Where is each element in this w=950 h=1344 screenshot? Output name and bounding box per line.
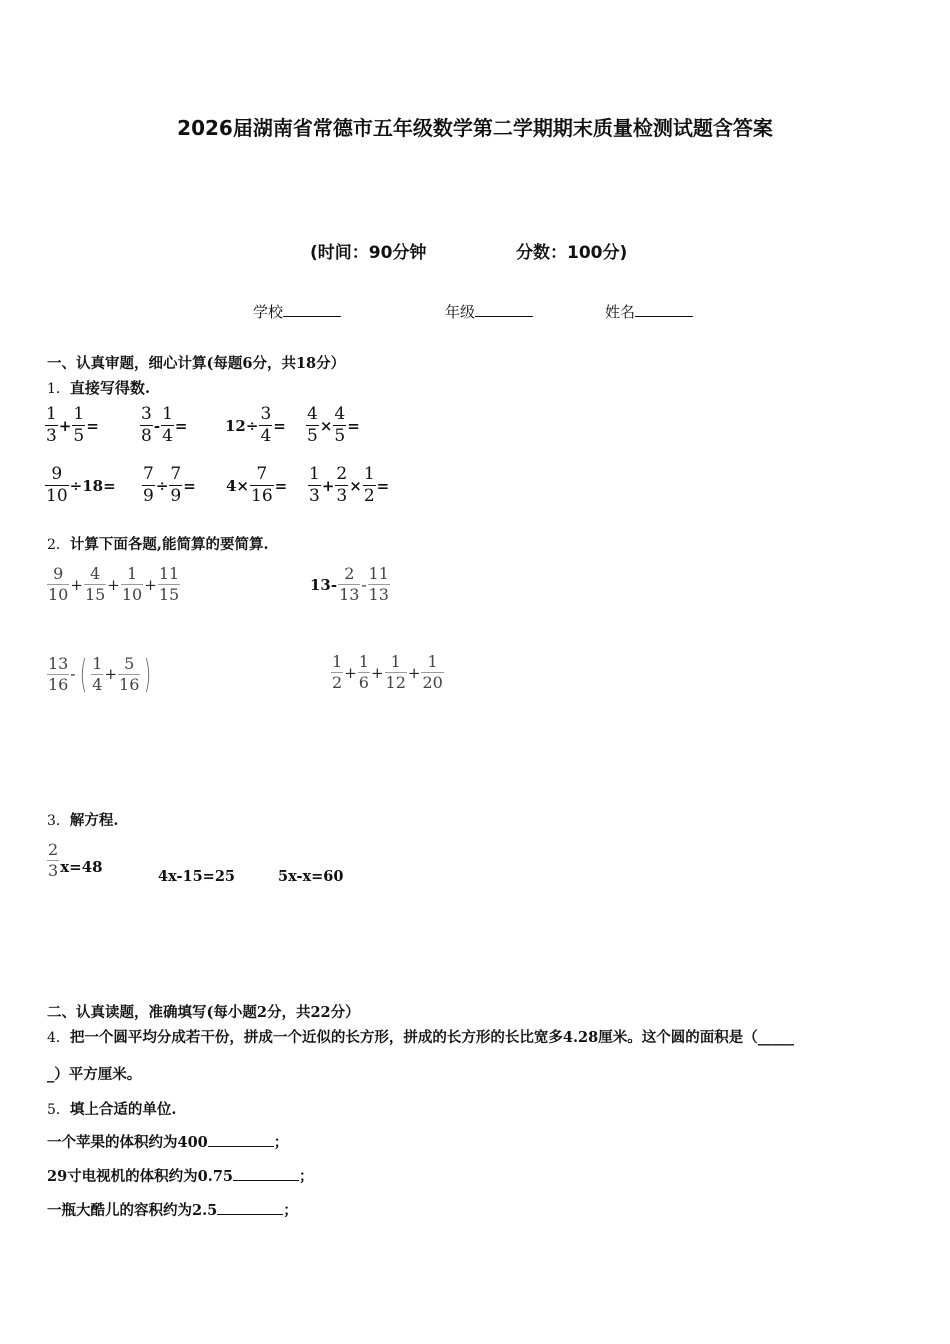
fraction: $\frac{11}{15}$ [158,564,180,604]
fraction: $\frac{9}{10}$ [48,564,69,604]
q3-eq-1: $\frac{2}{3}$ x=48 [48,840,103,880]
q1-item-5: $\frac{9}{10}$ ÷18= [46,464,116,506]
q3-header [47,809,118,830]
name-blank[interactable] [635,302,693,317]
q4-text-a: 把一个圆平均分成若干份，拼成一个近似的长方形，拼成的长方形的长比宽多4.28厘米。这个圆的面积是（ [69,1029,758,1046]
fraction: $\frac{4}{5}$ [334,404,346,446]
q3-eq-2: 4x-15=25 [158,868,236,885]
section1-heading: 一、认真审题，细心计算(每题6分，共18分） [47,355,346,372]
school-field [253,301,341,322]
q3-eq-3: 5x-x=60 [278,868,344,885]
q5-line-3: 一瓶大酷儿的容积约为2.5 ； [47,1202,298,1219]
fraction: $\frac{4}{5}$ [307,404,318,446]
fraction: $\frac{1}{12}$ [385,652,406,692]
page-title: 2026届湖南省常德市五年级数学第二学期期末质量检测试题含答案 [177,116,773,140]
fraction: $\frac{7}{16}$ [251,464,273,506]
q1-item-2: $\frac{3}{8}$ - $\frac{1}{4}$ = [141,404,188,446]
q1-item-1: $\frac{1}{3}$ + $\frac{1}{5}$ = [46,404,99,446]
q5-line-2: 29寸电视机的体积约为0.75 ； [47,1168,314,1185]
fraction: $\frac{7}{9}$ [143,464,154,506]
q5-blank-1[interactable] [208,1132,274,1147]
q3-text: 解方程. [69,812,119,829]
q5-text: 填上合适的单位. [69,1101,177,1118]
fraction: $\frac{2}{13}$ [339,564,360,604]
fraction: $\frac{1}{6}$ [358,652,369,692]
name-field [605,301,693,322]
q2-header [47,533,269,554]
q1-item-3: 12÷ $\frac{3}{4}$ = [225,404,286,446]
q4-line-2 [47,1063,141,1084]
q2-expr-2: 13- $\frac{2}{13}$ - $\frac{11}{13}$ [310,564,389,604]
fraction: $\frac{2}{3}$ [48,840,59,880]
fraction: $\frac{1}{4}$ [162,404,173,446]
q5-blank-3[interactable] [217,1200,283,1215]
exam-time: (时间：90分钟 [310,243,427,263]
q4-number: 4． [47,1030,70,1046]
q2-expr-1: $\frac{9}{10}$ + $\frac{4}{15}$ + $\frac{1}{10}$ + $\frac{11}{15}$ [48,564,180,604]
fraction: $\frac{13}{16}$ [48,653,69,694]
q1-item-8: $\frac{1}{3}$ + $\frac{2}{3}$ × $\frac{1}{2}$ = [309,464,390,506]
fraction: $\frac{1}{10}$ [121,564,143,604]
school-blank[interactable] [283,302,341,317]
q5-line-1: 一个苹果的体积约为400 ； [47,1134,289,1151]
fraction: $\frac{3}{4}$ [260,404,272,446]
fraction: $\frac{1}{4}$ [92,653,103,694]
fraction: $\frac{5}{16}$ [119,653,140,694]
q2-text: 计算下面各题,能简算的要简算. [69,536,269,553]
q1-header [47,377,150,398]
q4-text-b: ）平方厘米。 [54,1066,142,1083]
fraction: $\frac{4}{15}$ [84,564,106,604]
q2-expr-3: $\frac{13}{16}$ - ( $\frac{1}{4}$ + $\frac{5}{16}$ ) [48,652,152,696]
q5-blank-2[interactable] [233,1166,299,1181]
grade-label: 年级 [445,303,476,321]
q2-number: 2． [47,537,70,553]
fraction: $\frac{11}{13}$ [368,564,389,604]
fraction: $\frac{2}{3}$ [336,464,348,506]
q1-number: 1． [47,381,70,397]
fraction: $\frac{7}{9}$ [170,464,182,506]
q5-header [47,1098,176,1119]
fraction: $\frac{9}{10}$ [46,464,68,506]
q1-item-4: $\frac{4}{5}$ × $\frac{4}{5}$ = [307,404,360,446]
school-label: 学校 [253,303,284,321]
fraction: $\frac{1}{3}$ [309,464,320,506]
q3-number: 3． [47,813,70,829]
grade-field [445,301,533,322]
fraction: $\frac{1}{20}$ [422,652,443,692]
q5-number: 5． [47,1102,70,1118]
q1-item-7: 4× $\frac{7}{16}$ = [226,464,288,506]
q1-item-6: $\frac{7}{9}$ ÷ $\frac{7}{9}$ = [143,464,196,506]
q4-blank-a[interactable]: _____ [757,1029,794,1046]
q2-expr-4: $\frac{1}{2}$ + $\frac{1}{6}$ + $\frac{1}{12}$ + $\frac{1}{20}$ [332,652,443,692]
exam-score: 分数：100分) [516,243,628,263]
q4-line-1 [47,1026,794,1047]
fraction: $\frac{1}{2}$ [332,652,343,692]
grade-blank[interactable] [475,302,533,317]
fraction: $\frac{1}{5}$ [73,404,85,446]
section2-heading: 二、认真读题，准确填写(每小题2分，共22分） [47,1004,360,1021]
q4-blank-b[interactable]: _ [47,1066,55,1083]
fraction: $\frac{1}{2}$ [363,464,375,506]
fraction: $\frac{1}{3}$ [46,404,57,446]
fraction: $\frac{3}{8}$ [141,404,152,446]
name-label: 姓名 [605,303,636,321]
q1-text: 直接写得数. [69,379,151,397]
